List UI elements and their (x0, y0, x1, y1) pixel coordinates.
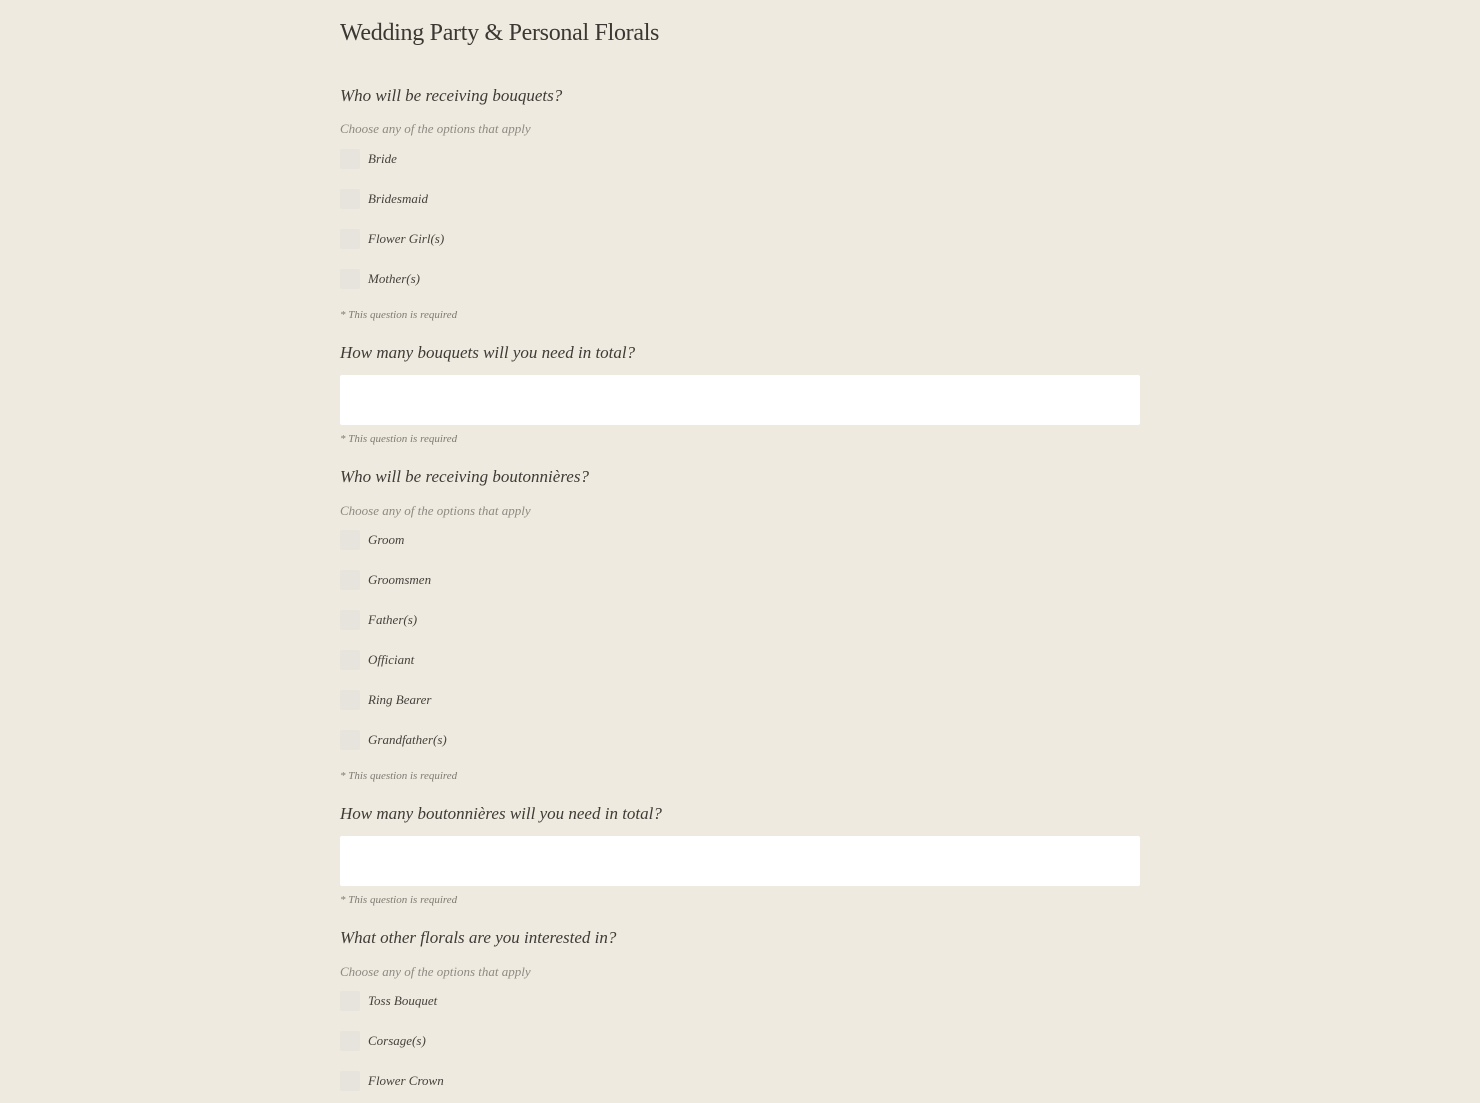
question-label: Who will be receiving bouquets? (340, 86, 563, 105)
checkbox[interactable] (340, 690, 360, 710)
option-officiant[interactable] (340, 650, 414, 670)
required-note: * This question is required (340, 894, 458, 906)
question-hint: Choose any of the options that apply (340, 964, 531, 979)
option-label: Bridesmaid (368, 191, 428, 206)
checkbox[interactable] (340, 269, 360, 289)
required-note: * This question is required (340, 770, 458, 782)
question-hint: Choose any of the options that apply (340, 121, 531, 136)
option-label: Mother(s) (368, 271, 420, 286)
checkbox[interactable] (340, 530, 360, 550)
option-bridesmaid[interactable] (340, 189, 428, 209)
checkbox[interactable] (340, 149, 360, 169)
checkbox[interactable] (340, 1031, 360, 1051)
option-groom[interactable] (340, 530, 404, 550)
option-flower-girls[interactable] (340, 229, 444, 249)
required-note: * This question is required (340, 433, 458, 445)
option-flower-crown[interactable] (340, 1071, 444, 1091)
option-toss-bouquet[interactable] (340, 991, 437, 1011)
section-title: Wedding Party & Personal Florals (340, 20, 660, 46)
question-label: How many bouquets will you need in total? (340, 343, 636, 362)
bouquet-count-input[interactable] (340, 375, 1140, 425)
option-label: Grandfather(s) (368, 732, 447, 747)
question-label: How many boutonnières will you need in total? (340, 804, 662, 823)
option-fathers[interactable] (340, 610, 417, 630)
checkbox[interactable] (340, 1071, 360, 1091)
boutonniere-count-input[interactable] (340, 836, 1140, 886)
question-hint: Choose any of the options that apply (340, 503, 531, 518)
option-grandfathers[interactable] (340, 730, 447, 750)
option-label: Ring Bearer (368, 692, 432, 707)
option-label: Toss Bouquet (368, 993, 438, 1008)
checkbox[interactable] (340, 229, 360, 249)
option-label: Groomsmen (368, 572, 432, 587)
option-label: Groom (368, 532, 405, 547)
option-label: Flower Girl(s) (368, 231, 445, 246)
checkbox[interactable] (340, 189, 360, 209)
option-mothers[interactable] (340, 269, 420, 289)
checkbox[interactable] (340, 730, 360, 750)
question-label: What other florals are you interested in? (340, 928, 617, 947)
option-label: Flower Crown (368, 1073, 444, 1088)
option-bride[interactable] (340, 149, 397, 169)
checkbox[interactable] (340, 610, 360, 630)
option-corsages[interactable] (340, 1031, 426, 1051)
option-label: Bride (368, 151, 397, 166)
checkbox[interactable] (340, 570, 360, 590)
question-label: Who will be receiving boutonnières? (340, 467, 589, 486)
option-label: Father(s) (368, 612, 418, 627)
option-label: Corsage(s) (368, 1033, 426, 1048)
option-ring-bearer[interactable] (340, 690, 431, 710)
option-groomsmen[interactable] (340, 570, 431, 590)
checkbox[interactable] (340, 650, 360, 670)
checkbox[interactable] (340, 991, 360, 1011)
required-note: * This question is required (340, 309, 458, 321)
option-label: Officiant (368, 652, 415, 667)
